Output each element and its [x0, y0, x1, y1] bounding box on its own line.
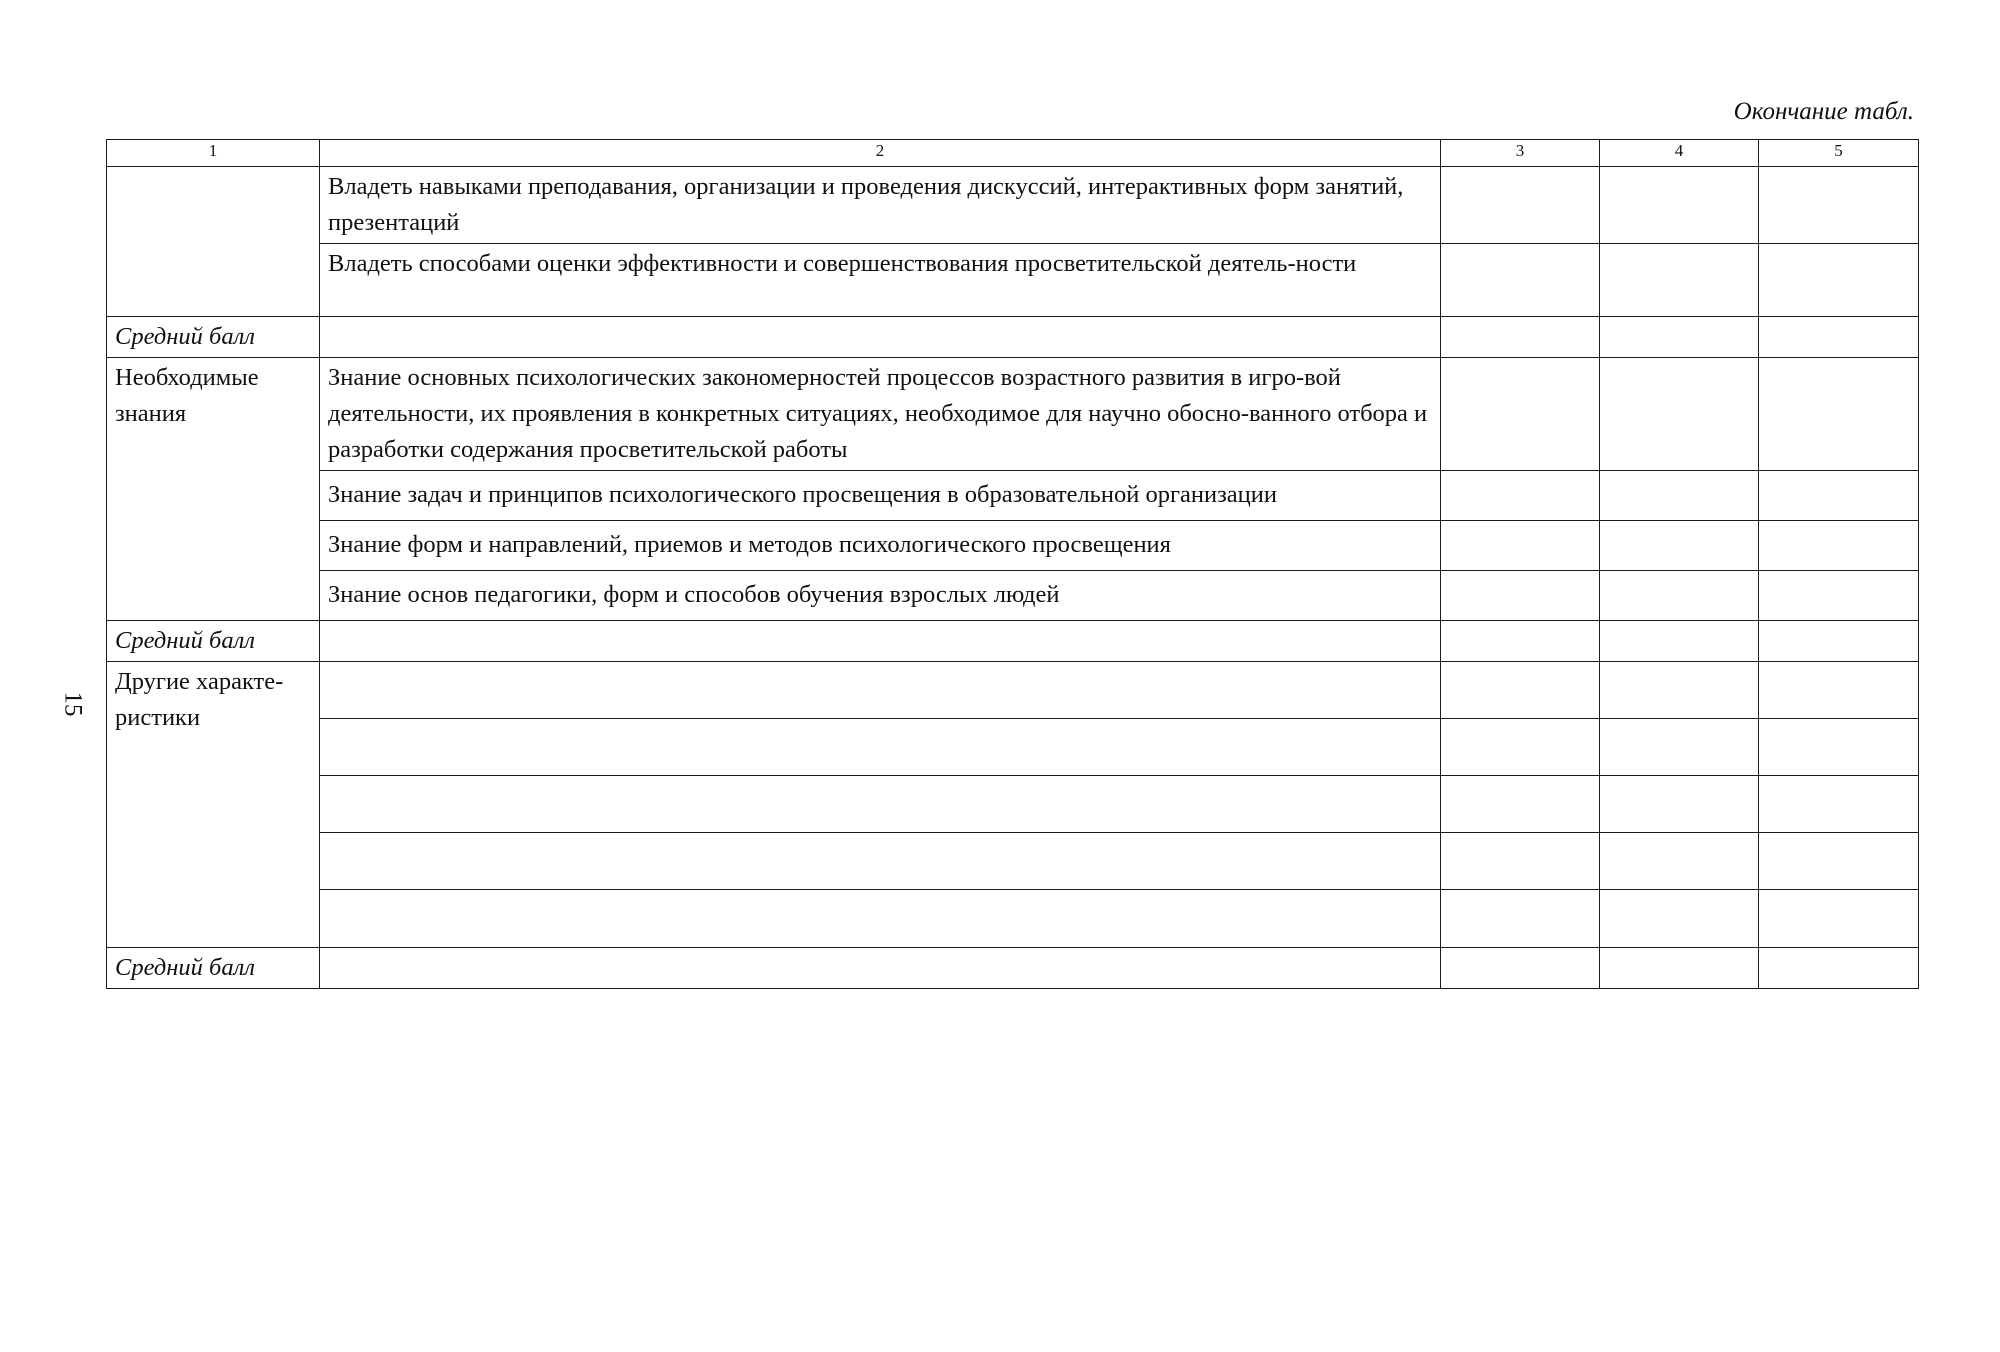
average-label: Средний балл — [107, 317, 320, 358]
score-cell — [1600, 833, 1759, 890]
average-label: Средний балл — [107, 948, 320, 989]
score-cell — [1600, 890, 1759, 948]
score-cell — [1600, 167, 1759, 244]
header-cell-2: 2 — [320, 140, 1441, 167]
average-row — [107, 621, 1919, 662]
competency-table — [106, 139, 1919, 989]
score-cell — [1759, 833, 1919, 890]
header-cell-5: 5 — [1759, 140, 1919, 167]
score-cell — [1441, 358, 1600, 471]
table-row — [107, 662, 1919, 719]
score-cell — [1600, 719, 1759, 776]
score-cell — [1441, 662, 1600, 719]
score-cell — [1759, 244, 1919, 317]
score-cell — [1600, 521, 1759, 571]
table-continuation-caption: Окончание табл. — [1733, 98, 1914, 125]
score-cell — [1441, 948, 1600, 989]
header-cell-3: 3 — [1441, 140, 1600, 167]
table-row — [107, 521, 1919, 571]
score-cell — [1600, 662, 1759, 719]
score-cell — [1759, 317, 1919, 358]
table-row — [107, 890, 1919, 948]
score-cell — [1759, 948, 1919, 989]
score-cell — [1759, 719, 1919, 776]
score-cell — [1441, 244, 1600, 317]
score-cell — [1759, 521, 1919, 571]
empty-cell — [320, 948, 1441, 989]
score-cell — [1441, 719, 1600, 776]
skills-section-cell — [107, 167, 320, 317]
score-cell — [1441, 521, 1600, 571]
score-cell — [1600, 317, 1759, 358]
skill-text: Владеть навыками преподавания, организации и проведения дискуссий, интерактивных форм занятий, презентаций — [320, 167, 1441, 244]
table-row — [107, 471, 1919, 521]
score-cell — [1441, 167, 1600, 244]
score-cell — [1441, 776, 1600, 833]
knowledge-text: Знание основных психологических закономерностей процессов возрастного развития в игро-вой деятельности, их проявления в конкретных ситуациях, необходимое для научно обосно-ванного отбора и разработки содержания просветительской работы — [320, 358, 1441, 471]
knowledge-text: Знание задач и принципов психологического просвещения в образовательной организации — [320, 471, 1441, 521]
score-cell — [1600, 358, 1759, 471]
score-cell — [1600, 471, 1759, 521]
score-cell — [1759, 167, 1919, 244]
knowledge-section-label: Необходимые знания — [107, 358, 320, 621]
score-cell — [1441, 621, 1600, 662]
score-cell — [1600, 571, 1759, 621]
table-row — [107, 776, 1919, 833]
score-cell — [1441, 317, 1600, 358]
score-cell — [1441, 833, 1600, 890]
empty-cell — [320, 317, 1441, 358]
score-cell — [1759, 471, 1919, 521]
score-cell — [1441, 471, 1600, 521]
average-row — [107, 317, 1919, 358]
knowledge-text: Знание форм и направлений, приемов и методов психологического просвещения — [320, 521, 1441, 571]
average-label: Средний балл — [107, 621, 320, 662]
score-cell — [1441, 890, 1600, 948]
empty-cell — [320, 621, 1441, 662]
average-row — [107, 948, 1919, 989]
score-cell — [1600, 948, 1759, 989]
header-cell-1: 1 — [107, 140, 320, 167]
other-section-label: Другие характе-ристики — [107, 662, 320, 948]
score-cell — [1759, 621, 1919, 662]
table-row — [107, 358, 1919, 471]
empty-cell — [320, 890, 1441, 948]
score-cell — [1759, 776, 1919, 833]
empty-cell — [320, 776, 1441, 833]
score-cell — [1759, 662, 1919, 719]
table-row — [107, 719, 1919, 776]
empty-cell — [320, 833, 1441, 890]
skill-text: Владеть способами оценки эффективности и совершенствования просветительской деятель-ности — [320, 244, 1441, 317]
score-cell — [1600, 244, 1759, 317]
table-row — [107, 244, 1919, 317]
empty-cell — [320, 719, 1441, 776]
table-row — [107, 167, 1919, 244]
score-cell — [1759, 890, 1919, 948]
header-cell-4: 4 — [1600, 140, 1759, 167]
score-cell — [1600, 776, 1759, 833]
score-cell — [1759, 358, 1919, 471]
table-header-row — [107, 140, 1919, 167]
knowledge-text: Знание основ педагогики, форм и способов обучения взрослых людей — [320, 571, 1441, 621]
empty-cell — [320, 662, 1441, 719]
score-cell — [1759, 571, 1919, 621]
table-row — [107, 571, 1919, 621]
page-number: 15 — [59, 691, 87, 717]
table-row — [107, 833, 1919, 890]
score-cell — [1600, 621, 1759, 662]
score-cell — [1441, 571, 1600, 621]
